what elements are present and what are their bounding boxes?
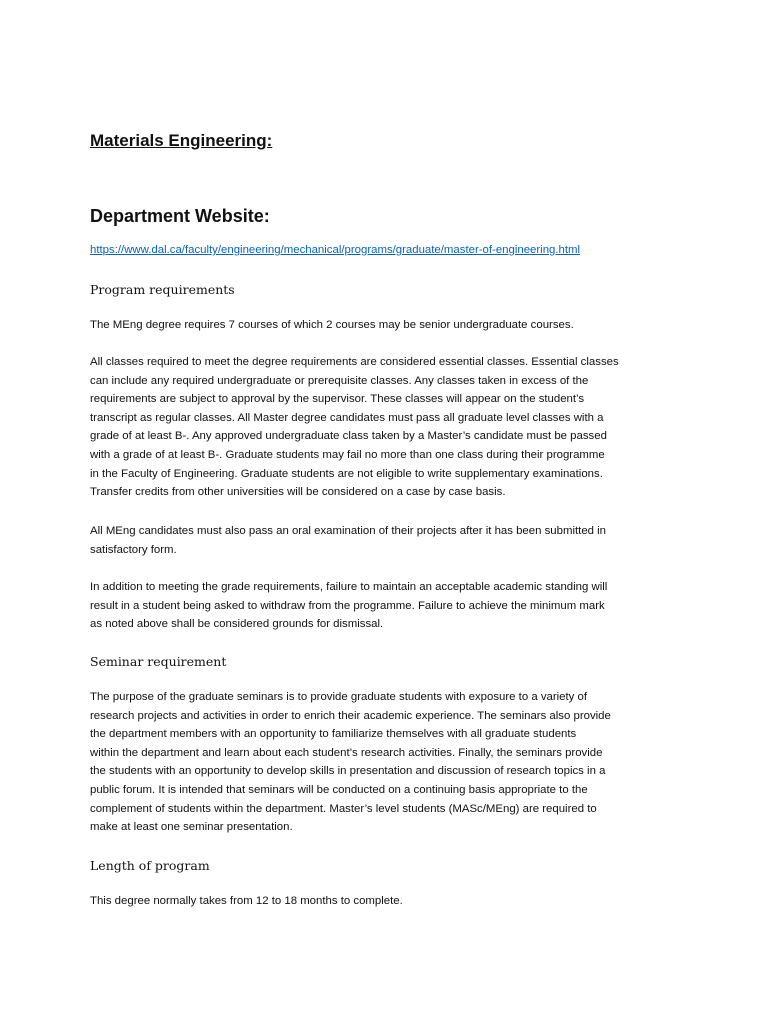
text-line: within the department and learn about each student’s research activities. Finally, the seminars provide [90, 746, 603, 759]
text-line: in the Faculty of Engineering. Graduate students are not eligible to write supplementary examinations. [90, 467, 603, 480]
text-line: Transfer credits from other universities will be considered on a case by case basis. [90, 486, 506, 499]
program-requirements-heading: Program requirements [90, 282, 235, 297]
text-line: All MEng candidates must also pass an oral examination of their projects after it has been submitted in [90, 525, 607, 537]
text-line: In addition to meeting the grade requirements, failure to maintain an acceptable academic standing will [90, 581, 608, 593]
text-line: the students with an opportunity to develop skills in presentation and discussion of research topics in a [90, 765, 606, 778]
program-requirements-paragraph-3 [90, 522, 690, 559]
text-line: complement of students within the department. Master’s level students (MASc/MEng) are required to [90, 802, 597, 815]
program-requirements-paragraph-4 [90, 578, 690, 634]
text-line: grade of at least B-. Any approved undergraduate class taken by a Master’s candidate must be passed [90, 430, 607, 443]
text-line: public forum. It is intended that seminars will be conducted on a continuing basis appropriate to the [90, 783, 588, 796]
page-title: Materials Engineering: [90, 131, 273, 150]
program-requirements-paragraph-2 [90, 353, 690, 502]
text-line: satisfactory form. [90, 543, 177, 556]
text-line: make at least one seminar presentation. [90, 821, 293, 834]
seminar-requirement-heading: Seminar requirement [90, 654, 227, 669]
text-line: as noted above shall be considered grounds for dismissal. [90, 618, 384, 631]
text-line: can include any required undergraduate or prerequisite classes. Any classes taken in excess of the [90, 374, 589, 387]
text-line: All classes required to meet the degree requirements are considered essential classes. Essential classes [90, 356, 619, 368]
text-line: research projects and activities in order to enrich their academic experience. The seminars also provide [90, 709, 611, 722]
department-website-heading: Department Website: [90, 206, 270, 226]
text-line: requirements are subject to approval by the supervisor. These classes will appear on the student’s [90, 393, 585, 406]
length-of-program-paragraph [90, 892, 690, 911]
text-line: result in a student being asked to withdraw from the programme. Failure to achieve the minimum mark [90, 599, 605, 612]
seminar-requirement-paragraph [90, 688, 690, 837]
text-line: with a grade of at least B-. Graduate students may fail no more than one class during their programme [90, 448, 605, 461]
text-line: This degree normally takes from 12 to 18 months to complete. [90, 895, 403, 907]
program-requirements-paragraph-1 [90, 316, 690, 335]
text-line: The MEng degree requires 7 courses of which 2 courses may be senior undergraduate courses. [90, 319, 574, 331]
length-of-program-heading: Length of program [90, 858, 210, 873]
text-line: The purpose of the graduate seminars is to provide graduate students with exposure to a variety of [90, 691, 588, 703]
text-line: transcript as regular classes. All Master degree candidates must pass all graduate level classes with a [90, 411, 604, 424]
department-website-link[interactable]: https://www.dal.ca/faculty/engineering/mechanical/programs/graduate/master-of-engineering.html [90, 244, 581, 256]
text-line: the department members with an opportunity to familiarize themselves with all graduate students [90, 728, 577, 741]
